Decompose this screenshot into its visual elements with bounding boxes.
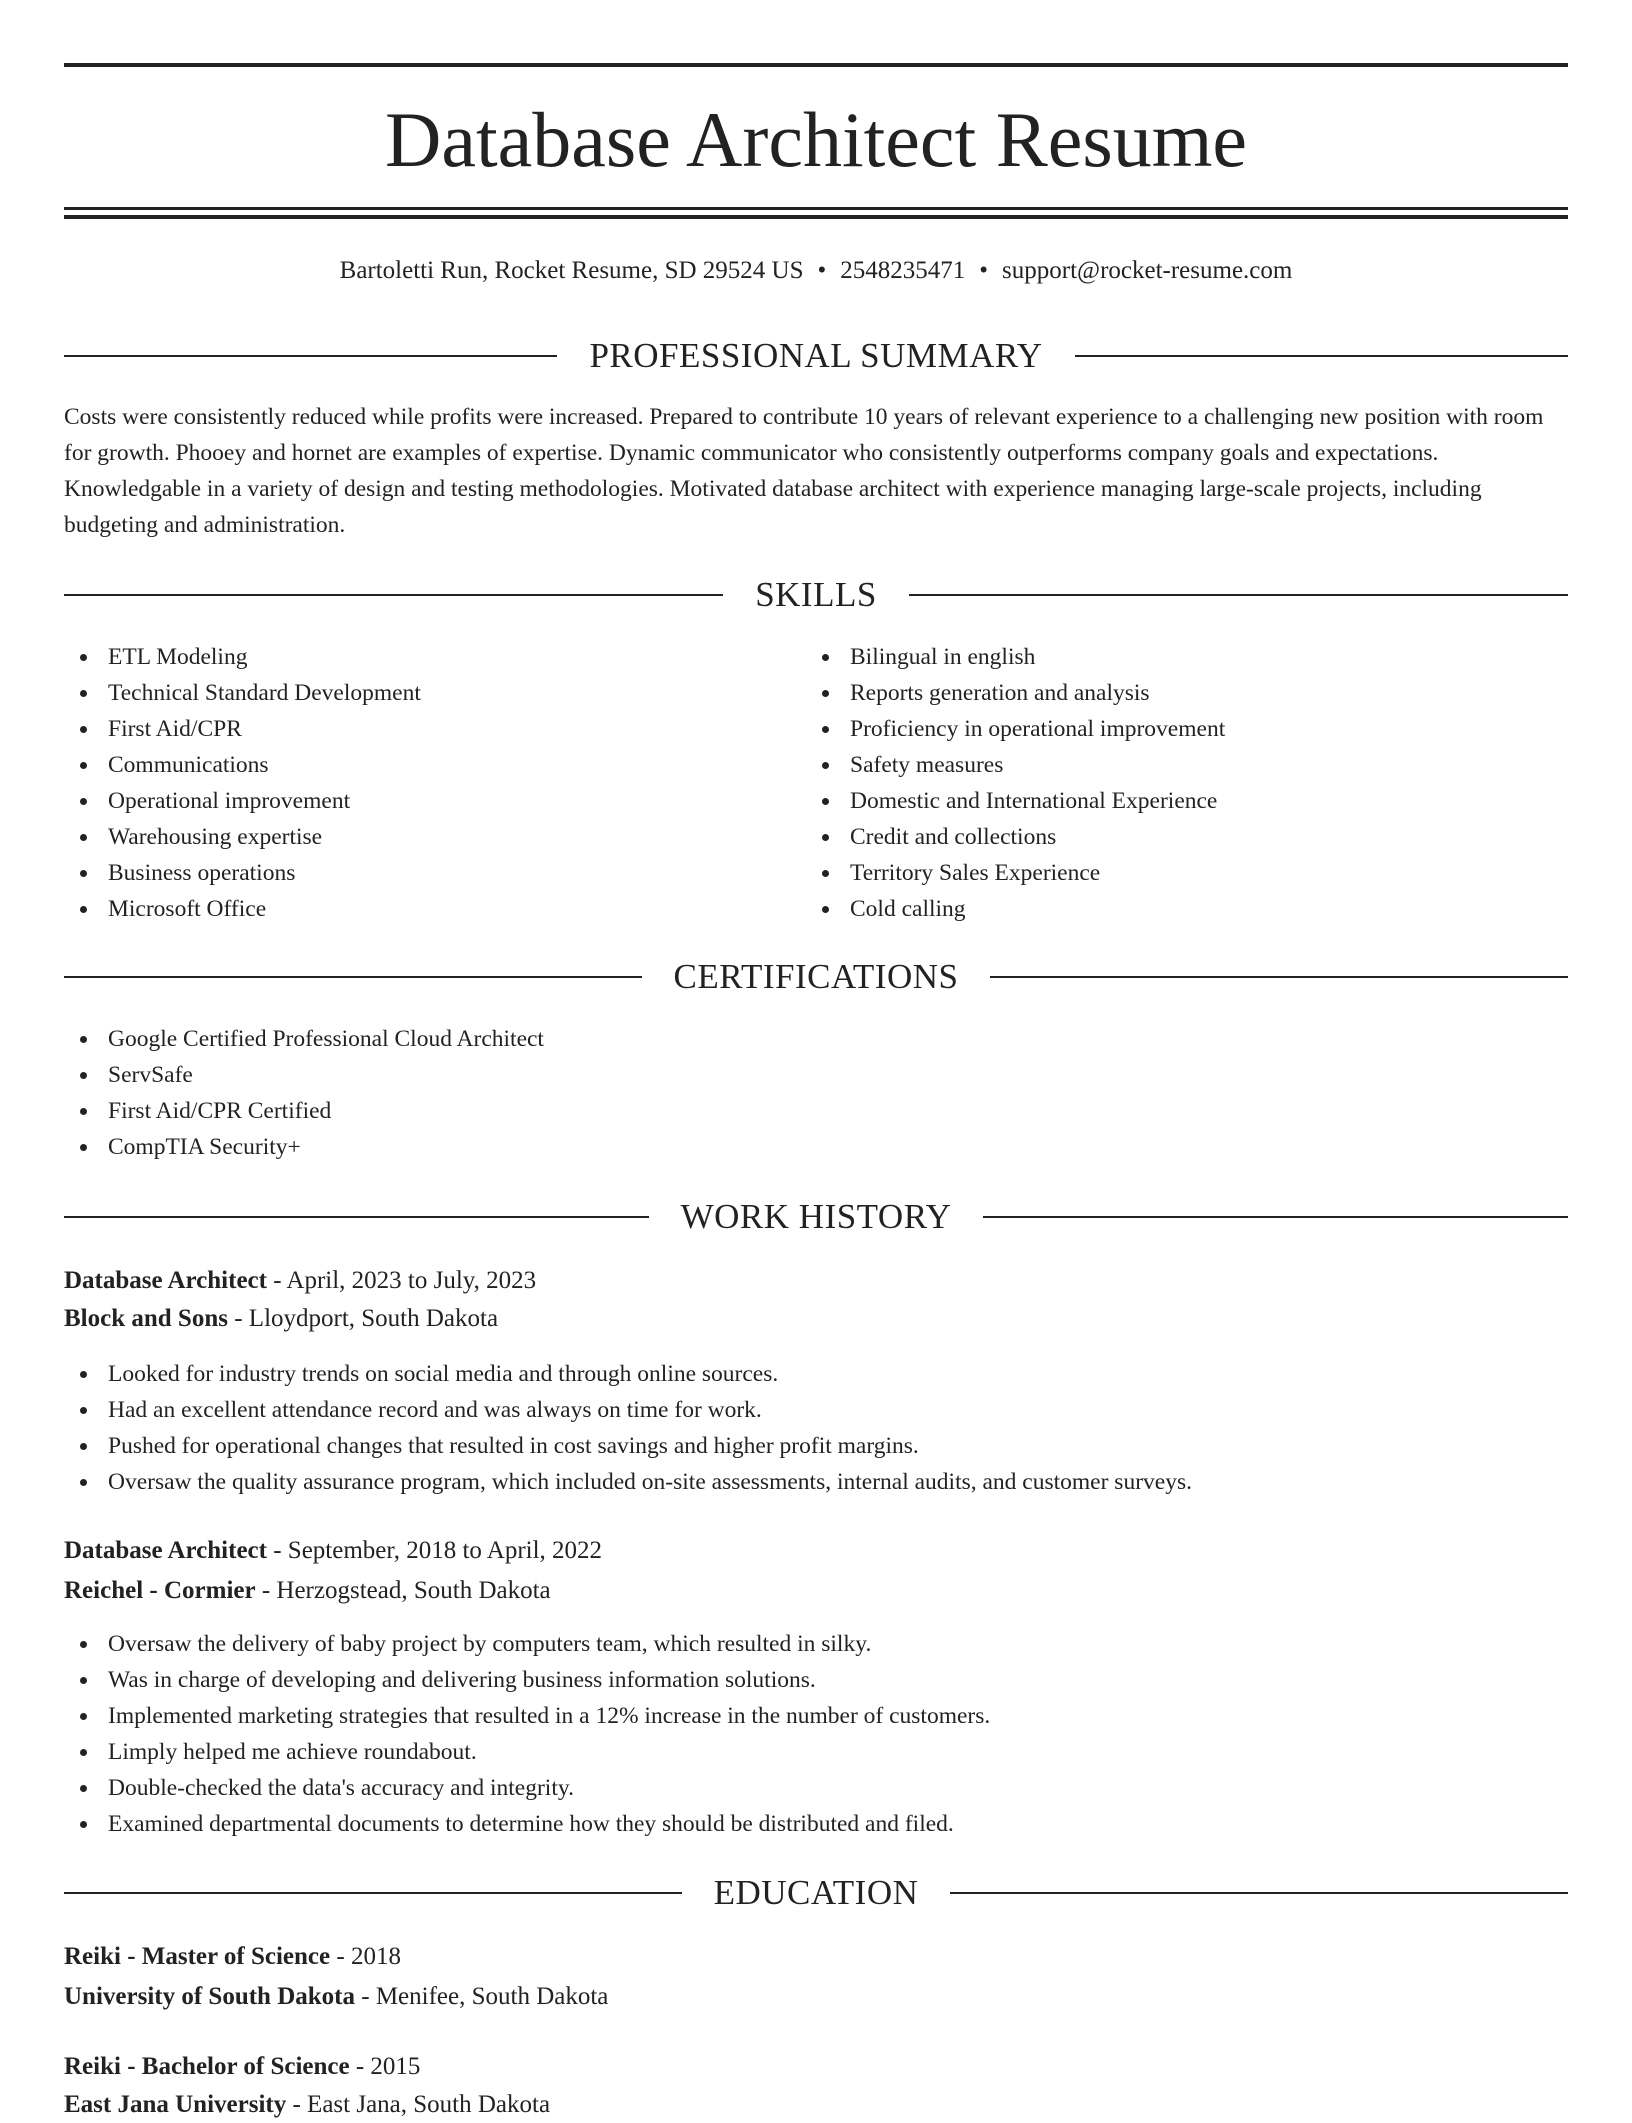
section-heading-label: PROFESSIONAL SUMMARY [589, 336, 1043, 375]
job-title: Database Architect [64, 1537, 267, 1564]
job-title-line [64, 1533, 1568, 1569]
job-bullets [64, 1626, 1568, 1842]
skill-item: Credit and collections [806, 819, 1566, 855]
skill-item: Microsoft Office [64, 891, 804, 927]
skill-item: ETL Modeling [64, 639, 804, 675]
education-degree: Reiki - Bachelor of Science [64, 2053, 350, 2080]
skill-item: Safety measures [806, 747, 1566, 783]
contact-separator: • [979, 257, 989, 284]
skill-item: Business operations [64, 855, 804, 891]
skill-item: Bilingual in english [806, 639, 1566, 675]
job-location: - Herzogstead, South Dakota [255, 1577, 551, 1604]
skills-list-left [64, 639, 804, 927]
skill-item: First Aid/CPR [64, 711, 804, 747]
job-company-line [64, 1573, 1568, 1609]
job-title: Database Architect [64, 1267, 267, 1294]
certification-item: CompTIA Security+ [64, 1129, 1568, 1165]
section-heading-work-history [64, 1195, 1568, 1239]
job-bullet: Limply helped me achieve roundabout. [64, 1734, 1568, 1770]
skill-item: Technical Standard Development [64, 675, 804, 711]
skill-item: Domestic and International Experience [806, 783, 1566, 819]
job-company: Block and Sons [64, 1305, 228, 1332]
job-bullet: Looked for industry trends on social media and through online sources. [64, 1356, 1568, 1392]
section-heading-certifications [64, 955, 1568, 999]
certification-item: First Aid/CPR Certified [64, 1093, 1568, 1129]
job-bullet: Oversaw the delivery of baby project by computers team, which resulted in silky. [64, 1626, 1568, 1662]
job-bullet: Had an excellent attendance record and was always on time for work. [64, 1392, 1568, 1428]
summary-text: Costs were consistently reduced while profits were increased. Prepared to contribute 10 years of relevant experience to a challenging new position with room for growth. Phooey and hornet are examples of expertise. Dynamic communicator who consistently outperforms company goals and expectations. Knowledgable in a variety of design and testing methodologies. Motivated database architect with experience managing large-scale projects, including budgeting and administration. [64, 404, 1544, 538]
section-heading-education [64, 1871, 1568, 1915]
job-bullet: Was in charge of developing and delivering business information solutions. [64, 1662, 1568, 1698]
education-school: University of South Dakota [64, 1983, 355, 2010]
job-dates: - April, 2023 to July, 2023 [266, 1267, 537, 1294]
education-year: - 2015 [349, 2053, 421, 2080]
job-company-line [64, 1301, 1568, 1337]
education-school-line [64, 2087, 1568, 2123]
education-degree-line [64, 2049, 1568, 2085]
job-dates: - September, 2018 to April, 2022 [266, 1537, 603, 1564]
job-bullet: Implemented marketing strategies that resulted in a 12% increase in the number of customers. [64, 1698, 1568, 1734]
certification-item: ServSafe [64, 1057, 1568, 1093]
section-heading-label: CERTIFICATIONS [673, 957, 959, 996]
top-rule [64, 63, 1568, 67]
certifications-list [64, 1021, 1568, 1165]
section-heading-skills [64, 573, 1568, 617]
job-bullet: Examined departmental documents to determine how they should be distributed and filed. [64, 1806, 1568, 1842]
job-bullet: Pushed for operational changes that resulted in cost savings and higher profit margins. [64, 1428, 1568, 1464]
section-heading-label: WORK HISTORY [680, 1197, 952, 1236]
job-company: Reichel - Cormier [64, 1577, 256, 1604]
document-title: Database Architect Resume [385, 96, 1247, 183]
contact-line [64, 255, 1568, 287]
skills-list-right [806, 639, 1566, 927]
job-title-line [64, 1263, 1568, 1299]
section-heading-label: EDUCATION [713, 1873, 919, 1912]
education-degree-line [64, 1939, 1568, 1975]
education-school: East Jana University [64, 2091, 287, 2118]
skill-item: Reports generation and analysis [806, 675, 1566, 711]
skill-item: Cold calling [806, 891, 1566, 927]
contact-separator: • [817, 257, 827, 284]
title-double-rule [64, 207, 1568, 217]
skill-item: Warehousing expertise [64, 819, 804, 855]
job-bullet: Double-checked the data's accuracy and integrity. [64, 1770, 1568, 1806]
skill-item: Territory Sales Experience [806, 855, 1566, 891]
skill-item: Proficiency in operational improvement [806, 711, 1566, 747]
section-heading-label: SKILLS [755, 575, 877, 614]
skill-item: Communications [64, 747, 804, 783]
section-heading-summary [64, 334, 1568, 378]
education-year: - 2018 [330, 1943, 401, 1970]
education-location: - Menifee, South Dakota [355, 1983, 609, 2010]
job-bullets [64, 1356, 1568, 1500]
education-degree: Reiki - Master of Science [64, 1943, 331, 1970]
education-school-line [64, 1979, 1568, 2015]
contact-address: Bartoletti Run, Rocket Resume, SD 29524 US [339, 257, 804, 284]
education-location: - East Jana, South Dakota [286, 2091, 551, 2118]
contact-email: support@rocket-resume.com [1002, 257, 1293, 284]
job-bullet: Oversaw the quality assurance program, which included on-site assessments, internal audits, and customer surveys. [64, 1464, 1568, 1500]
contact-phone: 2548235471 [840, 257, 966, 284]
certification-item: Google Certified Professional Cloud Architect [64, 1021, 1568, 1057]
job-location: - Lloydport, South Dakota [227, 1305, 499, 1332]
skill-item: Operational improvement [64, 783, 804, 819]
